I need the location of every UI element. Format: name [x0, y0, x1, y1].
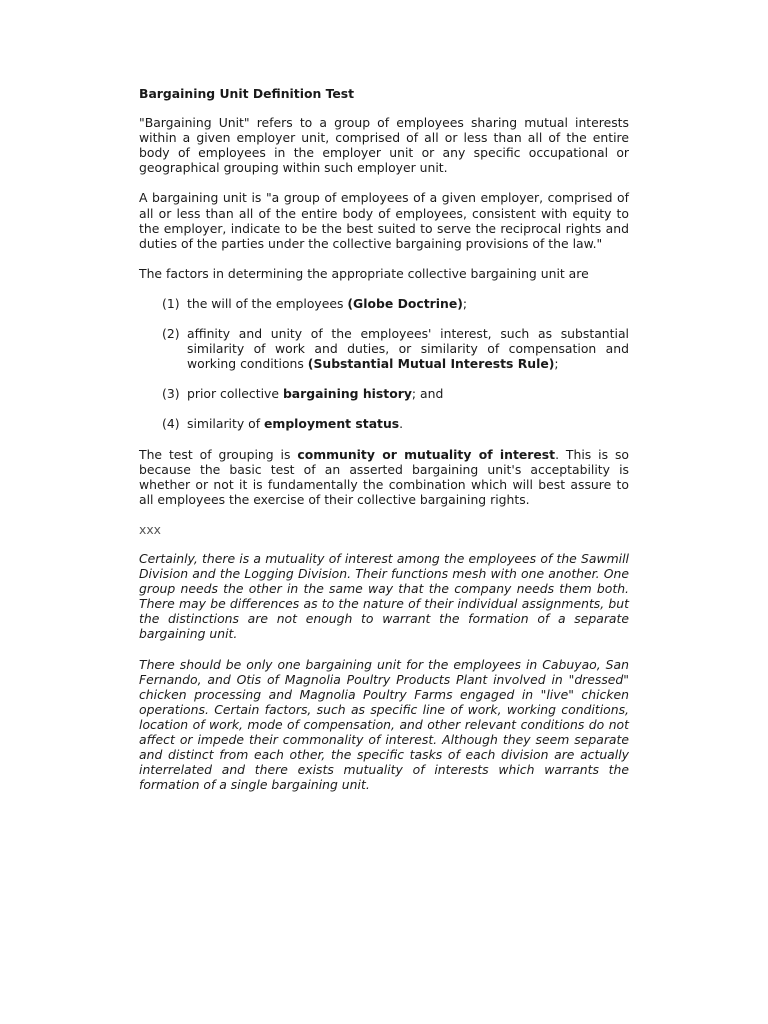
paragraph-factors-intro: The factors in determining the appropriate collective bargaining unit are — [139, 265, 589, 281]
document-page — [139, 86, 629, 807]
factors-list — [139, 296, 629, 432]
paragraph-bargaining-unit-quote: A bargaining unit is "a group of employees of a given employer, comprised of all or less than all of the entire body of employees, consistent with equity to the employer, indicate to be the best suited to serve the reciprocal rights and duties of the parties under the collective bargaining provisions of the law." — [139, 190, 629, 251]
factor-number: (1) — [162, 295, 180, 311]
factor-item — [139, 326, 629, 371]
factor-item — [139, 416, 629, 431]
paragraph-bargaining-unit-definition: "Bargaining Unit" refers to a group of employees sharing mutual interests within a given employer unit, comprised of all or less than all of the entire body of employees in the employer unit or any specific occupational or geographical grouping within such employer unit. — [139, 115, 629, 176]
factor-number: (3) — [162, 386, 180, 402]
factor-text: the will of the employees — [187, 295, 348, 311]
factor-number: (4) — [162, 416, 180, 432]
factor-bold-term: employment status — [264, 416, 400, 432]
factor-bold-term: bargaining history — [282, 386, 412, 402]
document-title: Bargaining Unit Definition Test — [139, 86, 355, 101]
paragraph-test-of-grouping — [139, 447, 629, 507]
test-bold-term: community or mutuality of interest — [297, 446, 556, 462]
quote-sawmill-logging: Certainly, there is a mutuality of interest among the employees of the Sawmill Division and the Logging Division. Their functions mesh with one another. One group needs the other in the same way that the company needs them both. There may be differences as to the nature of their individual assignments, but the distinctions are not enough to warrant the formation of a separate bargaining unit. — [139, 550, 629, 642]
factor-bold-term: (Substantial Mutual Interests Rule) — [307, 356, 555, 372]
section-separator: xxx — [139, 521, 161, 537]
factor-text: prior collective — [187, 386, 283, 402]
factor-text: affinity and unity of the employees' interest, such as substantial similarity of work and duties, or similarity of compensation and working conditions — [187, 326, 629, 372]
quote-magnolia-poultry: There should be only one bargaining unit for the employees in Cabuyao, San Fernando, and Otis of Magnolia Poultry Products Plant involved in "dressed" chicken processing and Magnolia Poultry Farms engaged in "live" chicken operations. Certain factors, such as specific line of work, working conditions, location of work, mode of compensation, and other relevant conditions do not affect or impede their commonality of interest. Although they seem separate and distinct from each other, the specific tasks of each division are actually interrelated and there exists mutuality of interests which warrants the formation of a single bargaining unit. — [139, 656, 629, 793]
factor-text: similarity of — [187, 416, 264, 432]
factor-item — [139, 386, 629, 401]
factor-bold-term: (Globe Doctrine) — [347, 295, 463, 311]
factor-item — [139, 296, 629, 311]
factor-number: (2) — [162, 326, 180, 342]
test-text-post: . This is so because the basic test of an asserted bargaining unit's acceptability is whether or not it is fundamentally the combination which will best assure to all employees the exercise of their collective bargaining rights. — [139, 446, 629, 507]
factor-suffix: ; and — [411, 386, 444, 402]
test-text-pre: The test of grouping is — [139, 446, 298, 462]
factor-suffix: ; — [462, 295, 468, 311]
factor-suffix: . — [399, 416, 404, 432]
factor-suffix: ; — [554, 356, 559, 372]
